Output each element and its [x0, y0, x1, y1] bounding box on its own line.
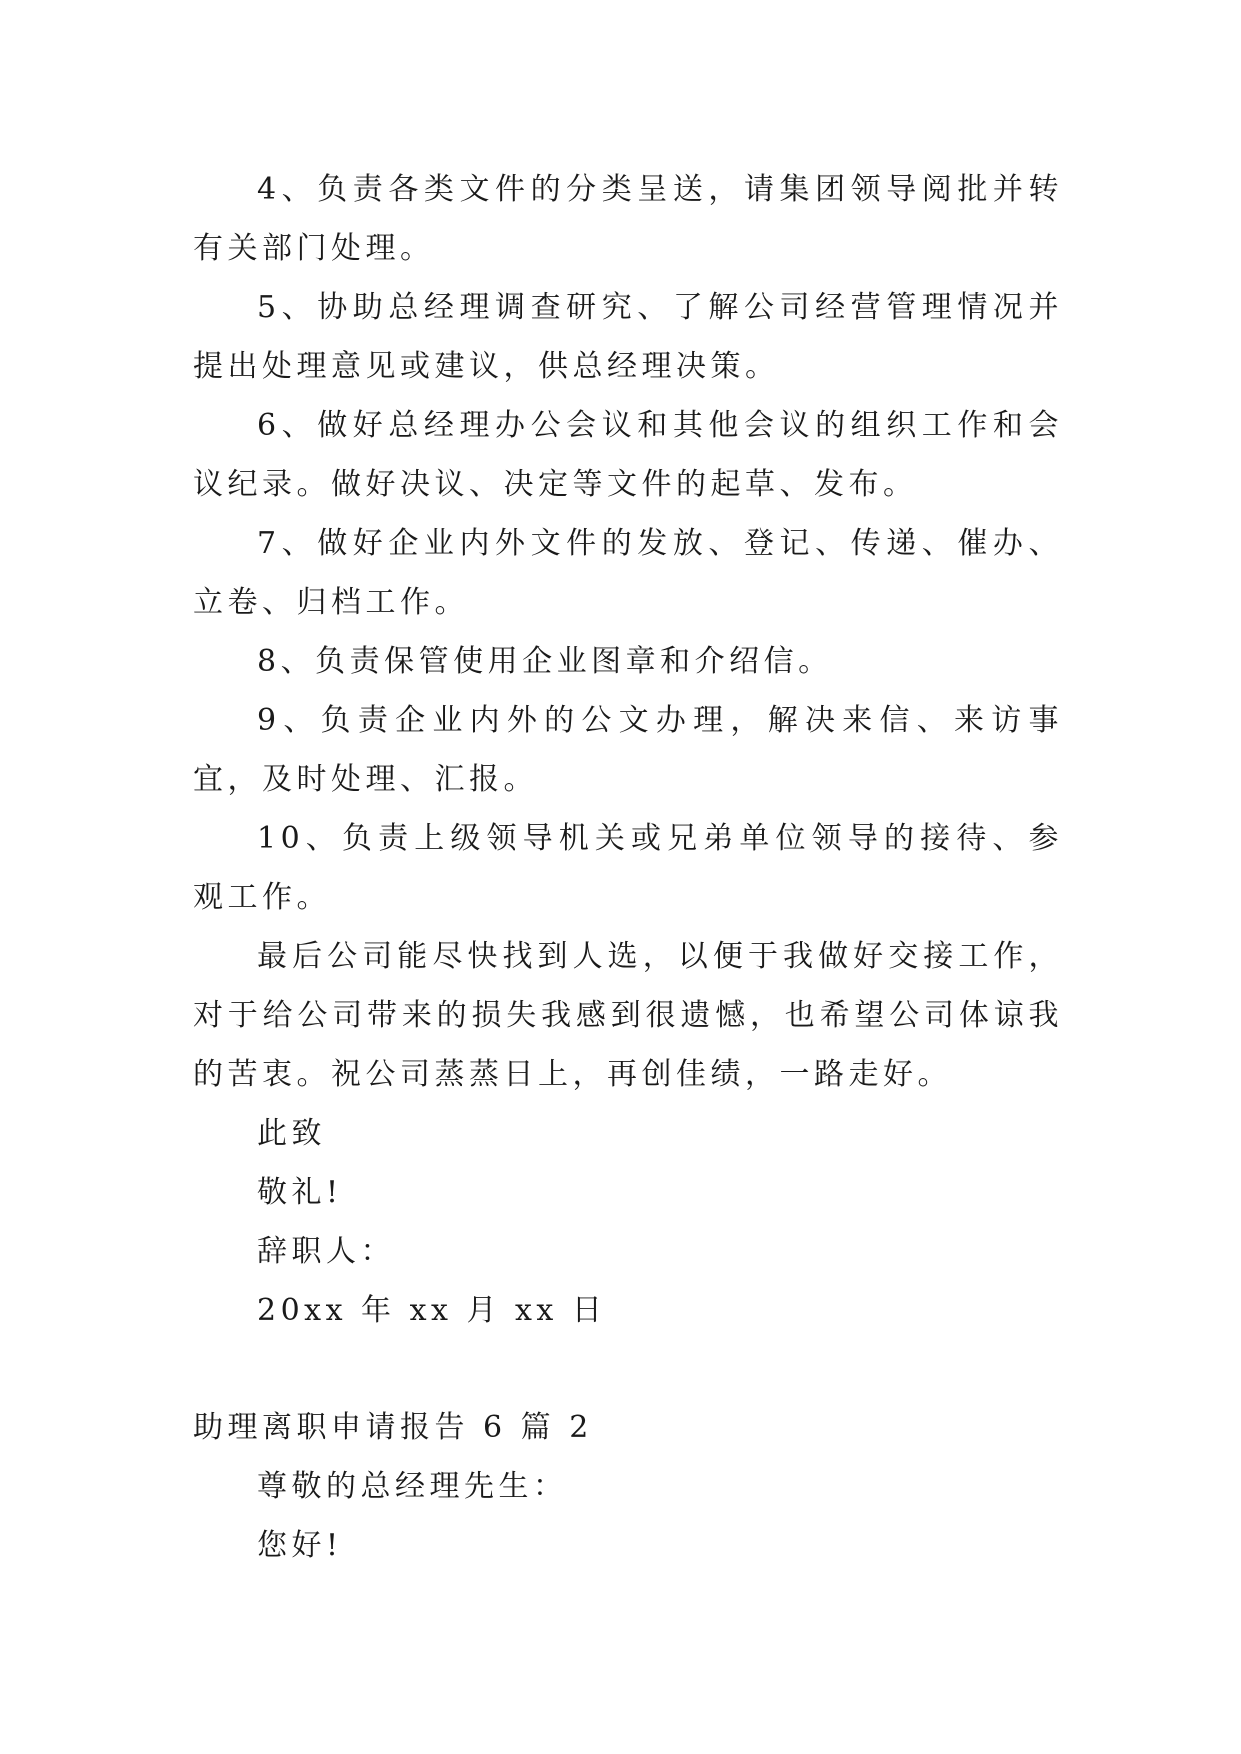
duty-item-8: 8、负责保管使用企业图章和介绍信。 [257, 644, 833, 679]
duty-item-4: 4、负责各类文件的分类呈送，请集团领导阅批并转有关部门处理。 [193, 172, 1063, 266]
letter-hello: 您好! [257, 1528, 343, 1563]
regards: 敬礼! [257, 1175, 343, 1210]
section-title: 助理离职申请报告 6 篇 2 [193, 1410, 593, 1445]
letter-greeting: 尊敬的总经理先生： [257, 1469, 568, 1504]
duty-item-5: 5、协助总经理调查研究、了解公司经营管理情况并提出处理意见或建议，供总经理决策。 [193, 290, 1063, 384]
document-body [193, 160, 1063, 1575]
closing-paragraph: 最后公司能尽快找到人选，以便于我做好交接工作，对于给公司带来的损失我感到很遗憾，也希望公司体谅我的苦衷。祝公司蒸蒸日上，再创佳绩，一路走好。 [193, 939, 1063, 1092]
salutation: 此致 [257, 1116, 326, 1151]
duty-item-6: 6、做好总经理办公会议和其他会议的组织工作和会议纪录。做好决议、决定等文件的起草、发布。 [193, 408, 1063, 502]
duty-item-7: 7、做好企业内外文件的发放、登记、传递、催办、立卷、归档工作。 [193, 526, 1063, 620]
duty-item-10: 10、负责上级领导机关或兄弟单位领导的接待、参观工作。 [193, 821, 1063, 915]
signature-date: 20xx 年 xx 月 xx 日 [257, 1293, 607, 1328]
signer-label: 辞职人： [257, 1234, 395, 1269]
duty-item-9: 9、负责企业内外的公文办理，解决来信、来访事宜，及时处理、汇报。 [193, 703, 1063, 797]
